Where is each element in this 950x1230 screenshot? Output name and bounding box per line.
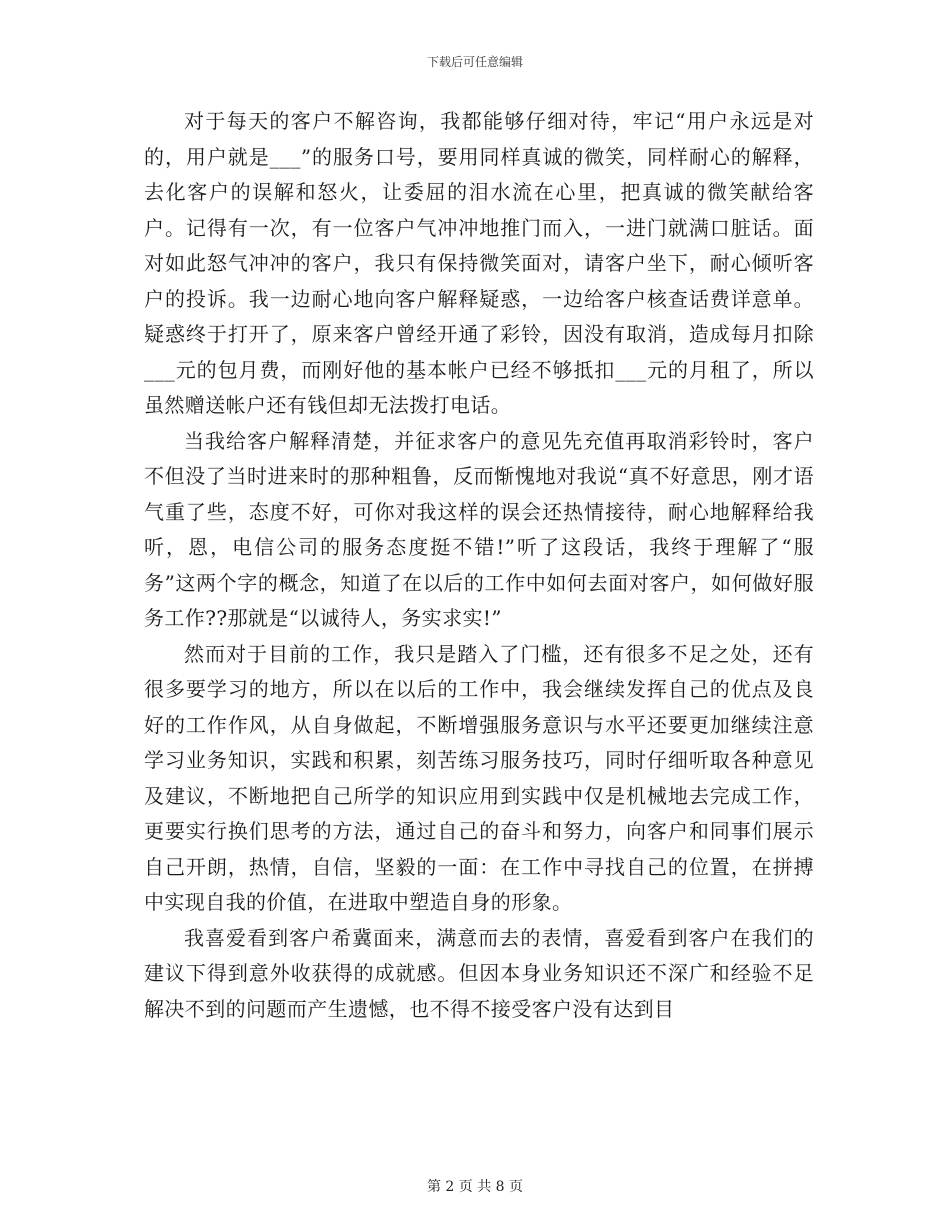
paragraph-1: 对于每天的客户不解咨询，我都能够仔细对待，牢记“用户永远是对的，用户就是___”的服务口号，要用同样真诚的微笑，同样耐心的解释，去化客户的误解和怒火，让委屈的泪水流在心里，把真诚的微笑献给客户。记得有一次，有一位客户气冲冲地推门而入，一进门就满口脏话。面对如此怒气冲冲的客户，我只有保持微笑面对，请客户坐下，耐心倾听客户的投诉。我一边耐心地向客户解释疑惑，一边给客户核查话费详意单。疑惑终于打开了，原来客户曾经开通了彩铃，因没有取消，造成每月扣除___元的包月费，而刚好他的基本帐户已经不够抵扣___元的月租了，所以虽然赠送帐户还有钱但却无法拨打电话。 — [144, 109, 814, 417]
document-body — [144, 104, 814, 1027]
page-footer: 第 2 页 共 8 页 — [426, 1179, 524, 1195]
paragraph-2: 当我给客户解释清楚，并征求客户的意见先充值再取消彩铃时，客户不但没了当时进来时的那种粗鲁，反而惭愧地对我说“真不好意思，刚才语气重了些，态度不好，可你对我这样的误会还热情接待，耐心地解释给我听，恩，电信公司的服务态度挺不错!”听了这段话，我终于理解了“服务”这两个字的概念，知道了在以后的工作中如何去面对客户，如何做好服务工作??那就是“以诚待人，务实求实!” — [144, 428, 814, 630]
page-header: 下载后可任意编辑 — [426, 55, 523, 69]
paragraph-4: 我喜爱看到客户希冀面来，满意而去的表情，喜爱看到客户在我们的建议下得到意外收获得的成就感。但因本身业务知识还不深广和经验不足解决不到的问题而产生遗憾，也不得不接受客户没有达到目 — [144, 925, 814, 1021]
paragraph-3: 然而对于目前的工作，我只是踏入了门槛，还有很多不足之处，还有很多要学习的地方，所以在以后的工作中，我会继续发挥自己的优点及良好的工作作风，从自身做起，不断增强服务意识与水平还要更加继续注意学习业务知识，实践和积累，刻苦练习服务技巧，同时仔细听取各种意见及建议，不断地把自己所学的知识应用到实践中仅是机械地去完成工作，更要实行换们思考的方法，通过自己的奋斗和努力，向客户和同事们展示自己开朗，热情，自信，坚毅的一面：在工作中寻找自己的位置，在拼搏中实现自我的价值，在进取中塑造自身的形象。 — [144, 641, 814, 914]
